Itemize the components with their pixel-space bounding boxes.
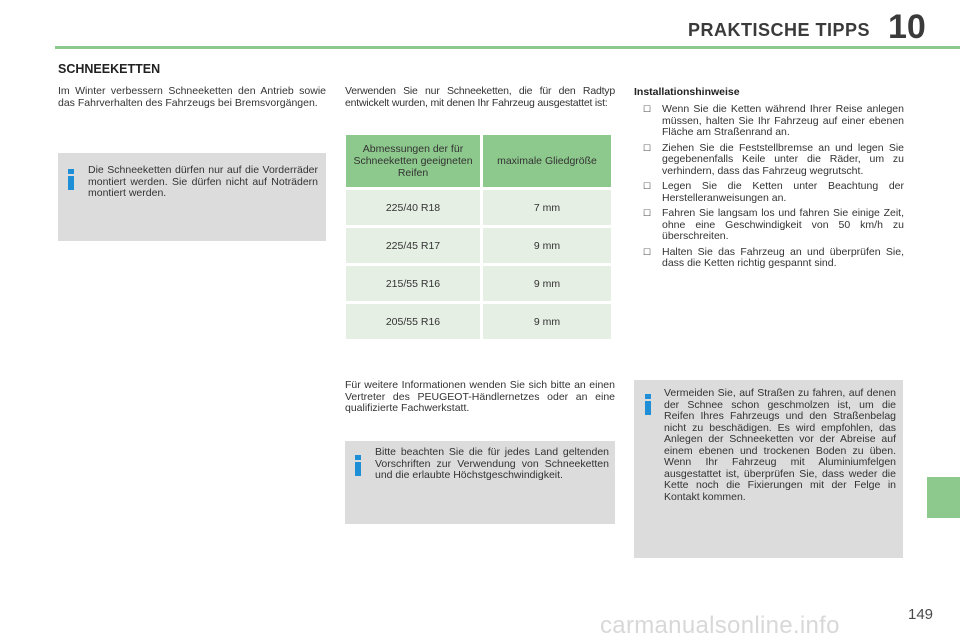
- info-icon: [355, 455, 361, 476]
- installation-title: Installationshinweise: [634, 86, 740, 98]
- info-icon: [68, 169, 74, 190]
- tire-size-cell: 225/45 R17: [346, 228, 480, 263]
- link-size-cell: 9 mm: [483, 266, 611, 301]
- list-item: [634, 104, 904, 139]
- table-row: [346, 266, 611, 301]
- link-size-cell: 7 mm: [483, 190, 611, 225]
- page-number: 149: [908, 606, 934, 623]
- list-item-text: Wenn Sie die Ketten während Ihrer Reise anlegen müssen, halten Sie Ihr Fahrzeug auf einer ebenen Fläche am Straßenrand an.: [662, 103, 904, 138]
- list-item-text: Halten Sie das Fahrzeug an und überprüfen Sie, dass die Ketten richtig gespannt sind.: [662, 245, 904, 269]
- info-box-country-rules: [345, 441, 615, 524]
- info-box-melted-snow: [634, 380, 903, 558]
- tire-size-cell: 225/40 R18: [346, 190, 480, 225]
- tire-size-cell: 205/55 R16: [346, 304, 480, 339]
- watermark: carmanualsonline.info: [600, 612, 840, 639]
- tire-usage-paragraph: Verwenden Sie nur Schneeketten, die für den Radtyp entwickelt wurden, mit denen Ihr Fahrzeug ausgestattet ist:: [345, 85, 615, 109]
- header-divider: [55, 46, 960, 49]
- table-row: [346, 304, 611, 339]
- checkbox-bullet-icon: ☐: [643, 181, 652, 191]
- list-item: [634, 247, 904, 270]
- info-text-front-wheels: Die Schneeketten dürfen nur auf die Vorderräder montiert werden. Sie dürfen nicht auf Noträdern montiert werden.: [88, 164, 318, 199]
- snow-chain-table: [343, 132, 614, 342]
- list-item: [634, 143, 904, 178]
- list-item: [634, 208, 904, 243]
- section-title: SCHNEEKETTEN: [58, 62, 161, 76]
- tire-size-cell: 215/55 R16: [346, 266, 480, 301]
- checkbox-bullet-icon: ☐: [643, 142, 652, 153]
- chapter-number: 10: [888, 8, 926, 46]
- dealer-info-paragraph: Für weitere Informationen wenden Sie sich bitte an einen Vertreter des PEUGEOT-Händlernetzes oder an eine qualifizierte Fachwerkstatt.: [345, 379, 615, 414]
- link-size-cell: 9 mm: [483, 304, 611, 339]
- info-box-front-wheels: [58, 153, 326, 241]
- checkbox-bullet-icon: ☐: [643, 246, 652, 257]
- checkbox-bullet-icon: ☐: [643, 208, 652, 218]
- info-text-country-rules: Bitte beachten Sie die für jedes Land geltenden Vorschriften zur Verwendung von Schneeketten und die erlaubte Höchstgeschwindigkeit.: [375, 446, 609, 481]
- intro-paragraph: Im Winter verbessern Schneeketten den Antrieb sowie das Fahrverhalten des Fahrzeugs bei Bremsvorgängen.: [58, 85, 326, 109]
- list-item-text: Legen Sie die Ketten unter Beachtung der Herstelleranweisungen an.: [662, 180, 904, 204]
- list-item-text: Ziehen Sie die Feststellbremse an und legen Sie gegebenenfalls Keile unter die Räder, um zu verhindern, dass das Fahrzeug wegrutscht.: [662, 141, 904, 177]
- link-size-cell: 9 mm: [483, 228, 611, 263]
- page-header-title: PRAKTISCHE TIPPS: [687, 20, 870, 40]
- list-item: [634, 181, 904, 204]
- table-header-tire-size: Abmessungen der für Schneeketten geeigneten Reifen: [346, 135, 480, 187]
- installation-list: [634, 104, 904, 274]
- table-row: [346, 228, 611, 263]
- info-icon: [645, 394, 651, 415]
- list-item-text: Fahren Sie langsam los und fahren Sie einige Zeit, ohne eine Geschwindigkeit von 50 km/h zu überschreiten.: [662, 207, 904, 242]
- chapter-side-tab: [927, 477, 960, 518]
- table-row: [346, 190, 611, 225]
- table-header-max-link: maximale Gliedgröße: [483, 135, 611, 187]
- checkbox-bullet-icon: ☐: [643, 104, 652, 114]
- info-text-melted-snow: Vermeiden Sie, auf Straßen zu fahren, auf denen der Schnee schon geschmolzen ist, um die Reifen Ihres Fahrzeugs und den Straßenbelag nicht zu beschädigen. Es wird empfohlen, das Anlegen der Schneeketten vor der Abreise auf einem ebenen und trockenen Boden zu üben. Wenn Ihr Fahrzeug mit Aluminiumfelgen ausgestattet ist, überprüfen Sie, dass weder die Kette noch die Fixierungen mit der Felge in Kontakt kommen.: [664, 387, 896, 503]
